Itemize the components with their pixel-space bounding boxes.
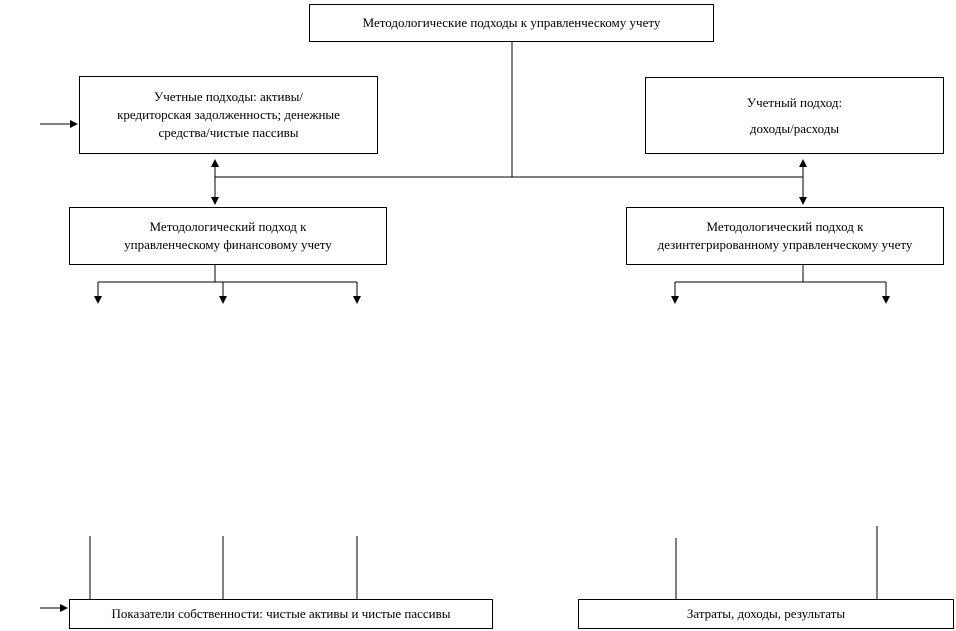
- equity-indicators-box: [69, 599, 493, 629]
- accounting-approach-assets-line3: средства/чистые пассивы: [158, 125, 299, 140]
- accounting-approach-assets-box: [79, 76, 378, 154]
- accounting-approach-assets-line1: Учетные подходы: активы/: [154, 89, 303, 104]
- disintegrated-approach-line2: дезинтегрированному управленческому учету: [657, 237, 913, 252]
- costs-results-text: Затраты, доходы, результаты: [686, 606, 846, 621]
- methodological-approaches-box: [309, 4, 714, 42]
- financial-approach-line1: Методологический подход к: [149, 219, 307, 234]
- accounting-approach-income-line2: доходы/расходы: [749, 120, 840, 136]
- costs-results-box: [578, 599, 954, 629]
- accounting-approach-assets-line2: кредиторская задолженность; денежные: [117, 107, 340, 122]
- accounting-approach-income-line1: Учетный подход:: [746, 94, 843, 110]
- accounting-approach-income-box: [645, 77, 944, 154]
- financial-approach-box: [69, 207, 387, 265]
- disintegrated-approach-box: [626, 207, 944, 265]
- financial-approach-line2: управленческому финансовому учету: [124, 237, 332, 252]
- equity-indicators-text: Показатели собственности: чистые активы и чистые пассивы: [111, 606, 451, 621]
- disintegrated-approach-line1: Методологический подход к: [706, 219, 864, 234]
- methodological-approaches-title: Методологические подходы к управленческому учету: [362, 15, 661, 30]
